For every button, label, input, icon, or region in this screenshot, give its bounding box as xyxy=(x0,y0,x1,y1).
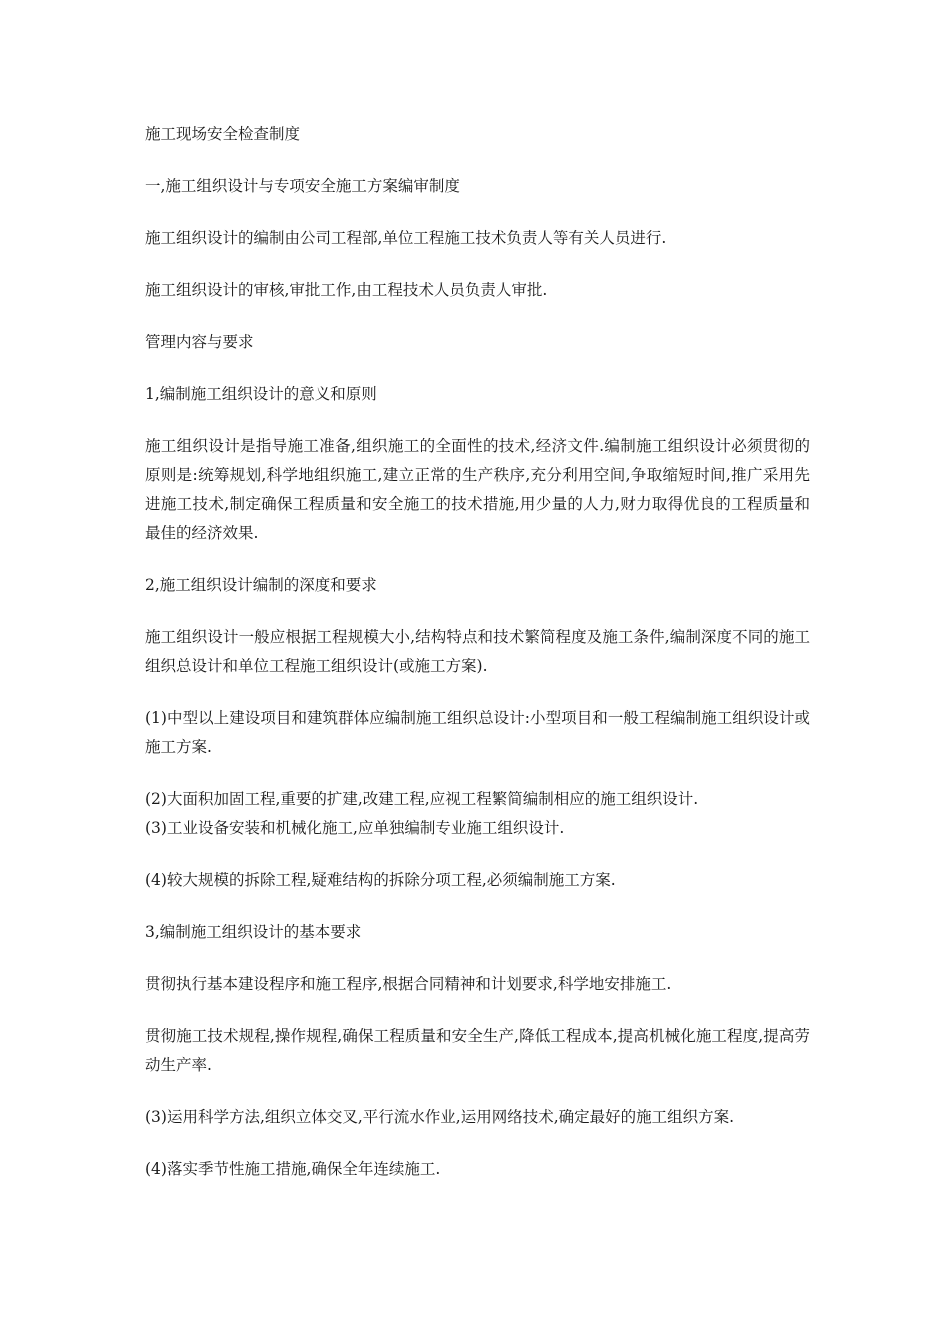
subsection-heading: 3,编制施工组织设计的基本要求 xyxy=(145,923,362,941)
paragraph: 施工组织设计是指导施工准备,组织施工的全面性的技术,经济文件.编制施工组织设计必须贯彻的原则是:统筹规划,科学地组织施工,建立正常的生产秩序,充分利用空间,争取缩短时间,推广采用先进施工技术,制定确保工程质量和安全施工的技术措施,用少量的人力,财力取得优良的工程质量和最佳的经济效果. xyxy=(145,437,810,542)
list-item: (2)大面积加固工程,重要的扩建,改建工程,应视工程繁简编制相应的施工组织设计. xyxy=(145,790,699,808)
paragraph: 施工组织设计的审核,审批工作,由工程技术人员负责人审批. xyxy=(145,281,548,299)
list-item: (4)较大规模的拆除工程,疑难结构的拆除分项工程,必须编制施工方案. xyxy=(145,871,616,889)
subsection-heading: 管理内容与要求 xyxy=(145,333,254,351)
list-item: (4)落实季节性施工措施,确保全年连续施工. xyxy=(145,1160,441,1178)
list-item: (3)工业设备安装和机械化施工,应单独编制专业施工组织设计. xyxy=(145,819,565,837)
list-item: (3)运用科学方法,组织立体交叉,平行流水作业,运用网络技术,确定最好的施工组织方案. xyxy=(145,1108,735,1126)
document-body xyxy=(145,120,810,1207)
section-heading: 一,施工组织设计与专项安全施工方案编审制度 xyxy=(145,177,460,195)
paragraph: 贯彻执行基本建设程序和施工程序,根据合同精神和计划要求,科学地安排施工. xyxy=(145,975,672,993)
document-title: 施工现场安全检查制度 xyxy=(145,125,301,143)
list-item: (1)中型以上建设项目和建筑群体应编制施工组织总设计:小型项目和一般工程编制施工组织设计或施工方案. xyxy=(145,709,810,756)
subsection-heading: 2,施工组织设计编制的深度和要求 xyxy=(145,576,377,594)
paragraph: 贯彻施工技术规程,操作规程,确保工程质量和安全生产,降低工程成本,提高机械化施工程度,提高劳动生产率. xyxy=(145,1027,810,1074)
paragraph: 施工组织设计的编制由公司工程部,单位工程施工技术负责人等有关人员进行. xyxy=(145,229,667,247)
paragraph: 施工组织设计一般应根据工程规模大小,结构特点和技术繁简程度及施工条件,编制深度不同的施工组织总设计和单位工程施工组织设计(或施工方案). xyxy=(145,628,810,675)
subsection-heading: 1,编制施工组织设计的意义和原则 xyxy=(145,385,377,403)
